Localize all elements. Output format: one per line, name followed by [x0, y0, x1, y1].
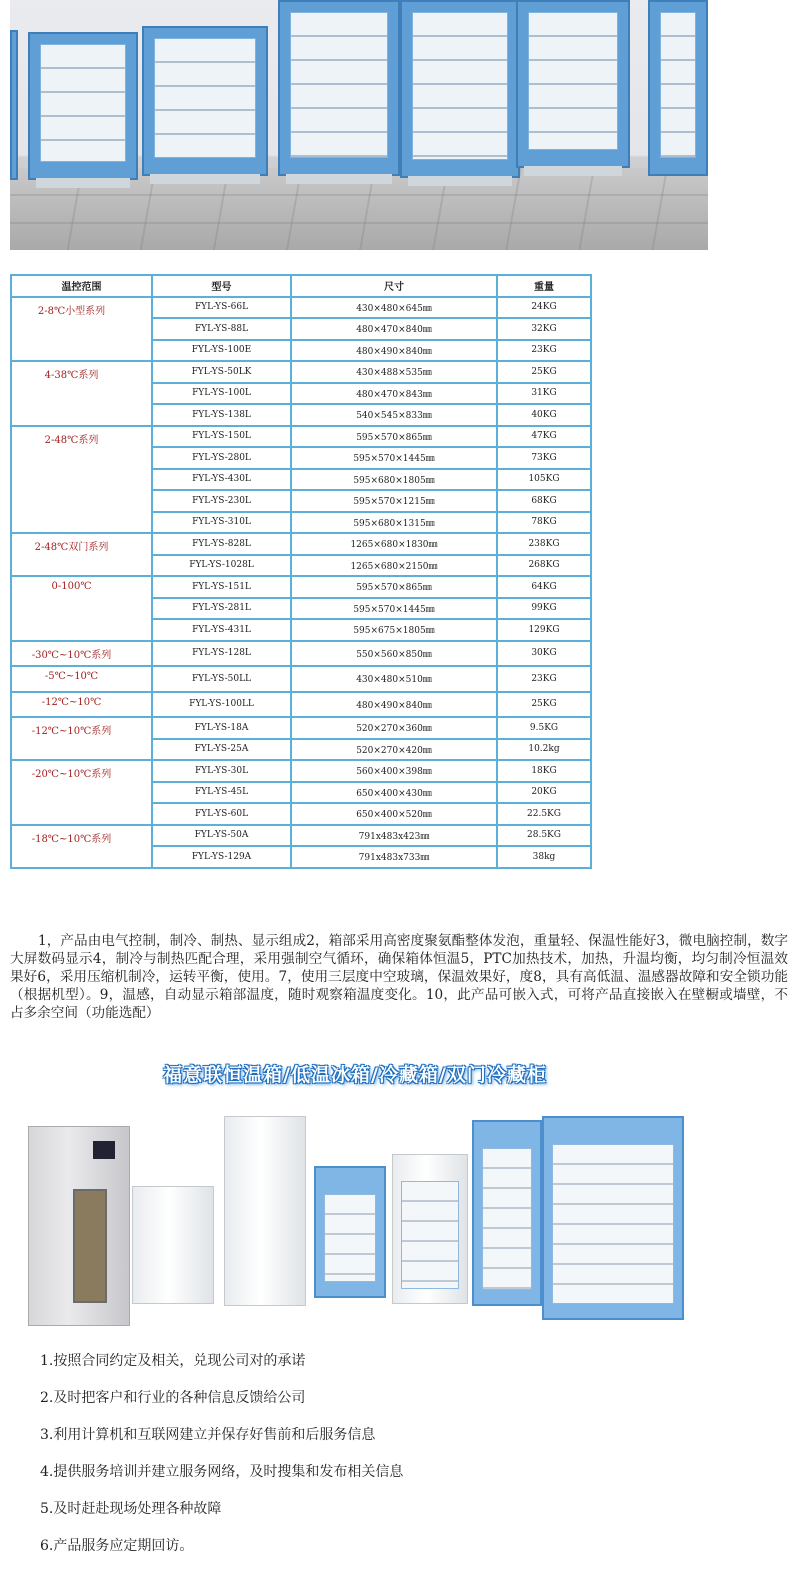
model-cell: FYL-YS-18A [152, 717, 291, 739]
weight-cell: 24KG [497, 297, 591, 319]
weight-cell: 64KG [497, 576, 591, 598]
service-item: 3.利用计算机和互联网建立并保存好售前和后服务信息 [40, 1427, 376, 1443]
spec-table-body [11, 297, 591, 868]
size-cell: 1265×680×1830㎜ [291, 533, 497, 555]
size-cell: 430×480×510㎜ [291, 666, 497, 692]
model-cell: FYL-YS-50A [152, 825, 291, 847]
weight-cell: 28.5KG [497, 825, 591, 847]
table-row [11, 825, 591, 847]
model-cell: FYL-YS-150L [152, 426, 291, 448]
range-cell: -20℃~10℃系列 [11, 760, 152, 825]
weight-cell: 18KG [497, 760, 591, 782]
model-cell: FYL-YS-88L [152, 318, 291, 340]
size-cell: 1265×680×2150㎜ [291, 555, 497, 577]
weight-cell: 105KG [497, 469, 591, 491]
cabinet-image [10, 30, 18, 180]
size-cell: 560×400×398㎜ [291, 760, 497, 782]
table-row [11, 426, 591, 448]
banner-title: 福意联恒温箱/低温冰箱/冷藏箱/双门冷藏柜 [163, 1064, 547, 1086]
size-cell: 595×570×1215㎜ [291, 490, 497, 512]
weight-cell: 32KG [497, 318, 591, 340]
size-cell: 480×470×843㎜ [291, 383, 497, 405]
table-row [11, 361, 591, 383]
weight-cell: 31KG [497, 383, 591, 405]
model-cell: FYL-YS-310L [152, 512, 291, 534]
table-row [11, 692, 591, 718]
service-item: 5.及时赶赴现场处理各种故障 [40, 1501, 222, 1517]
double-door-fridge-image [542, 1116, 684, 1320]
blue-fridge-image [314, 1166, 386, 1298]
model-cell: FYL-YS-128L [152, 641, 291, 667]
table-row [11, 641, 591, 667]
range-cell: -5℃~10℃ [11, 666, 152, 692]
range-cell: 2-48℃双门系列 [11, 533, 152, 576]
cabinet-image [278, 0, 400, 176]
weight-cell: 25KG [497, 692, 591, 718]
weight-cell: 25KG [497, 361, 591, 383]
weight-cell: 268KG [497, 555, 591, 577]
weight-cell: 129KG [497, 619, 591, 641]
cabinet-image [142, 26, 268, 176]
size-cell: 595×570×865㎜ [291, 576, 497, 598]
model-cell: FYL-YS-30L [152, 760, 291, 782]
cabinet-image [516, 0, 630, 168]
model-cell: FYL-YS-50LL [152, 666, 291, 692]
range-cell: 2-48℃系列 [11, 426, 152, 534]
cabinet-image [648, 0, 708, 176]
table-row [11, 666, 591, 692]
table-row [11, 717, 591, 739]
weight-cell: 40KG [497, 404, 591, 426]
size-cell: 791x483x423㎜ [291, 825, 497, 847]
size-cell: 595×680×1315㎜ [291, 512, 497, 534]
tall-fridge-image [472, 1120, 542, 1306]
header-range: 温控范围 [11, 275, 152, 297]
service-item: 1.按照合同约定及相关，兑现公司对的承诺 [40, 1353, 306, 1369]
model-cell: FYL-YS-1028L [152, 555, 291, 577]
weight-cell: 20KG [497, 782, 591, 804]
table-row [11, 576, 591, 598]
size-cell: 595×675×1805㎜ [291, 619, 497, 641]
service-item: 6.产品服务应定期回访。 [40, 1538, 194, 1554]
size-cell: 520×270×420㎜ [291, 739, 497, 761]
model-cell: FYL-YS-50LK [152, 361, 291, 383]
header-size: 尺寸 [291, 275, 497, 297]
model-cell: FYL-YS-281L [152, 598, 291, 620]
model-cell: FYL-YS-230L [152, 490, 291, 512]
model-cell: FYL-YS-25A [152, 739, 291, 761]
size-cell: 430×488×535㎜ [291, 361, 497, 383]
size-cell: 430×480×645㎜ [291, 297, 497, 319]
size-cell: 540×545×833㎜ [291, 404, 497, 426]
product-photo-top [10, 0, 708, 250]
size-cell: 595×570×1445㎜ [291, 598, 497, 620]
range-cell: -30℃~10℃系列 [11, 641, 152, 667]
size-cell: 550×560×850㎜ [291, 641, 497, 667]
weight-cell: 30KG [497, 641, 591, 667]
service-item: 4.提供服务培训并建立服务网络，及时搜集和发布相关信息 [40, 1464, 404, 1480]
weight-cell: 68KG [497, 490, 591, 512]
model-cell: FYL-YS-431L [152, 619, 291, 641]
model-cell: FYL-YS-66L [152, 297, 291, 319]
model-cell: FYL-YS-828L [152, 533, 291, 555]
range-cell: -18℃~10℃系列 [11, 825, 152, 868]
product-description: 1，产品由电气控制，制冷、制热、显示组成2，箱部采用高密度聚氨酯整体发泡，重量轻、保温性能好3，微电脑控制，数字大屏数码显示4，制冷与制热匹配合理，采用强制空气循环，确保箱体恒温5，PTC加热技术，加热，升温均衡，均匀制冷恒温效果好6，采用压缩机制冷，运转平衡，使用。7，使用三层度中空玻璃，保温效果好，度8，具有高低温、温感器故障和安全锁功能（根据机型）。9，温感，自动显示箱部温度，随时观察箱温度变化。10，此产品可嵌入式，可将产品直接嵌入在壁橱或墙壁，不占多余空间（功能选配） [10, 933, 788, 1021]
model-cell: FYL-YS-60L [152, 803, 291, 825]
table-row [11, 297, 591, 319]
weight-cell: 238KG [497, 533, 591, 555]
size-cell: 520×270×360㎜ [291, 717, 497, 739]
model-cell: FYL-YS-151L [152, 576, 291, 598]
weight-cell: 73KG [497, 447, 591, 469]
range-cell: 4-38℃系列 [11, 361, 152, 426]
model-cell: FYL-YS-45L [152, 782, 291, 804]
weight-cell: 10.2kg [497, 739, 591, 761]
spec-table-header [11, 275, 591, 297]
model-cell: FYL-YS-430L [152, 469, 291, 491]
model-cell: FYL-YS-280L [152, 447, 291, 469]
model-cell: FYL-YS-138L [152, 404, 291, 426]
weight-cell: 23KG [497, 666, 591, 692]
size-cell: 595×570×865㎜ [291, 426, 497, 448]
weight-cell: 47KG [497, 426, 591, 448]
size-cell: 480×490×840㎜ [291, 692, 497, 718]
table-row [11, 533, 591, 555]
service-list [40, 1350, 403, 1572]
weight-cell: 22.5KG [497, 803, 591, 825]
header-model: 型号 [152, 275, 291, 297]
size-cell: 480×490×840㎜ [291, 340, 497, 362]
cabinet-image [28, 32, 138, 180]
size-cell: 791x483x733㎜ [291, 846, 497, 868]
model-cell: FYL-YS-100L [152, 383, 291, 405]
glass-fridge-image [392, 1154, 468, 1304]
table-row [11, 760, 591, 782]
small-fridge-image [132, 1186, 214, 1304]
weight-cell: 99KG [497, 598, 591, 620]
cabinet-image [400, 0, 520, 178]
weight-cell: 9.5KG [497, 717, 591, 739]
weight-cell: 38kg [497, 846, 591, 868]
product-lineup-image [20, 1110, 690, 1330]
spec-table [10, 274, 592, 869]
model-cell: FYL-YS-129A [152, 846, 291, 868]
size-cell: 480×470×840㎜ [291, 318, 497, 340]
weight-cell: 78KG [497, 512, 591, 534]
size-cell: 650×400×430㎜ [291, 782, 497, 804]
size-cell: 650×400×520㎜ [291, 803, 497, 825]
range-cell: -12℃~10℃ [11, 692, 152, 718]
range-cell: 2-8℃小型系列 [11, 297, 152, 362]
incubator-image [28, 1126, 130, 1326]
model-cell: FYL-YS-100E [152, 340, 291, 362]
size-cell: 595×680×1805㎜ [291, 469, 497, 491]
size-cell: 595×570×1445㎜ [291, 447, 497, 469]
header-weight: 重量 [497, 275, 591, 297]
weight-cell: 23KG [497, 340, 591, 362]
chest-freezer-image [224, 1116, 306, 1306]
range-cell: -12℃~10℃系列 [11, 717, 152, 760]
service-item: 2.及时把客户和行业的各种信息反馈给公司 [40, 1390, 306, 1406]
model-cell: FYL-YS-100LL [152, 692, 291, 718]
range-cell: 0-100℃ [11, 576, 152, 641]
